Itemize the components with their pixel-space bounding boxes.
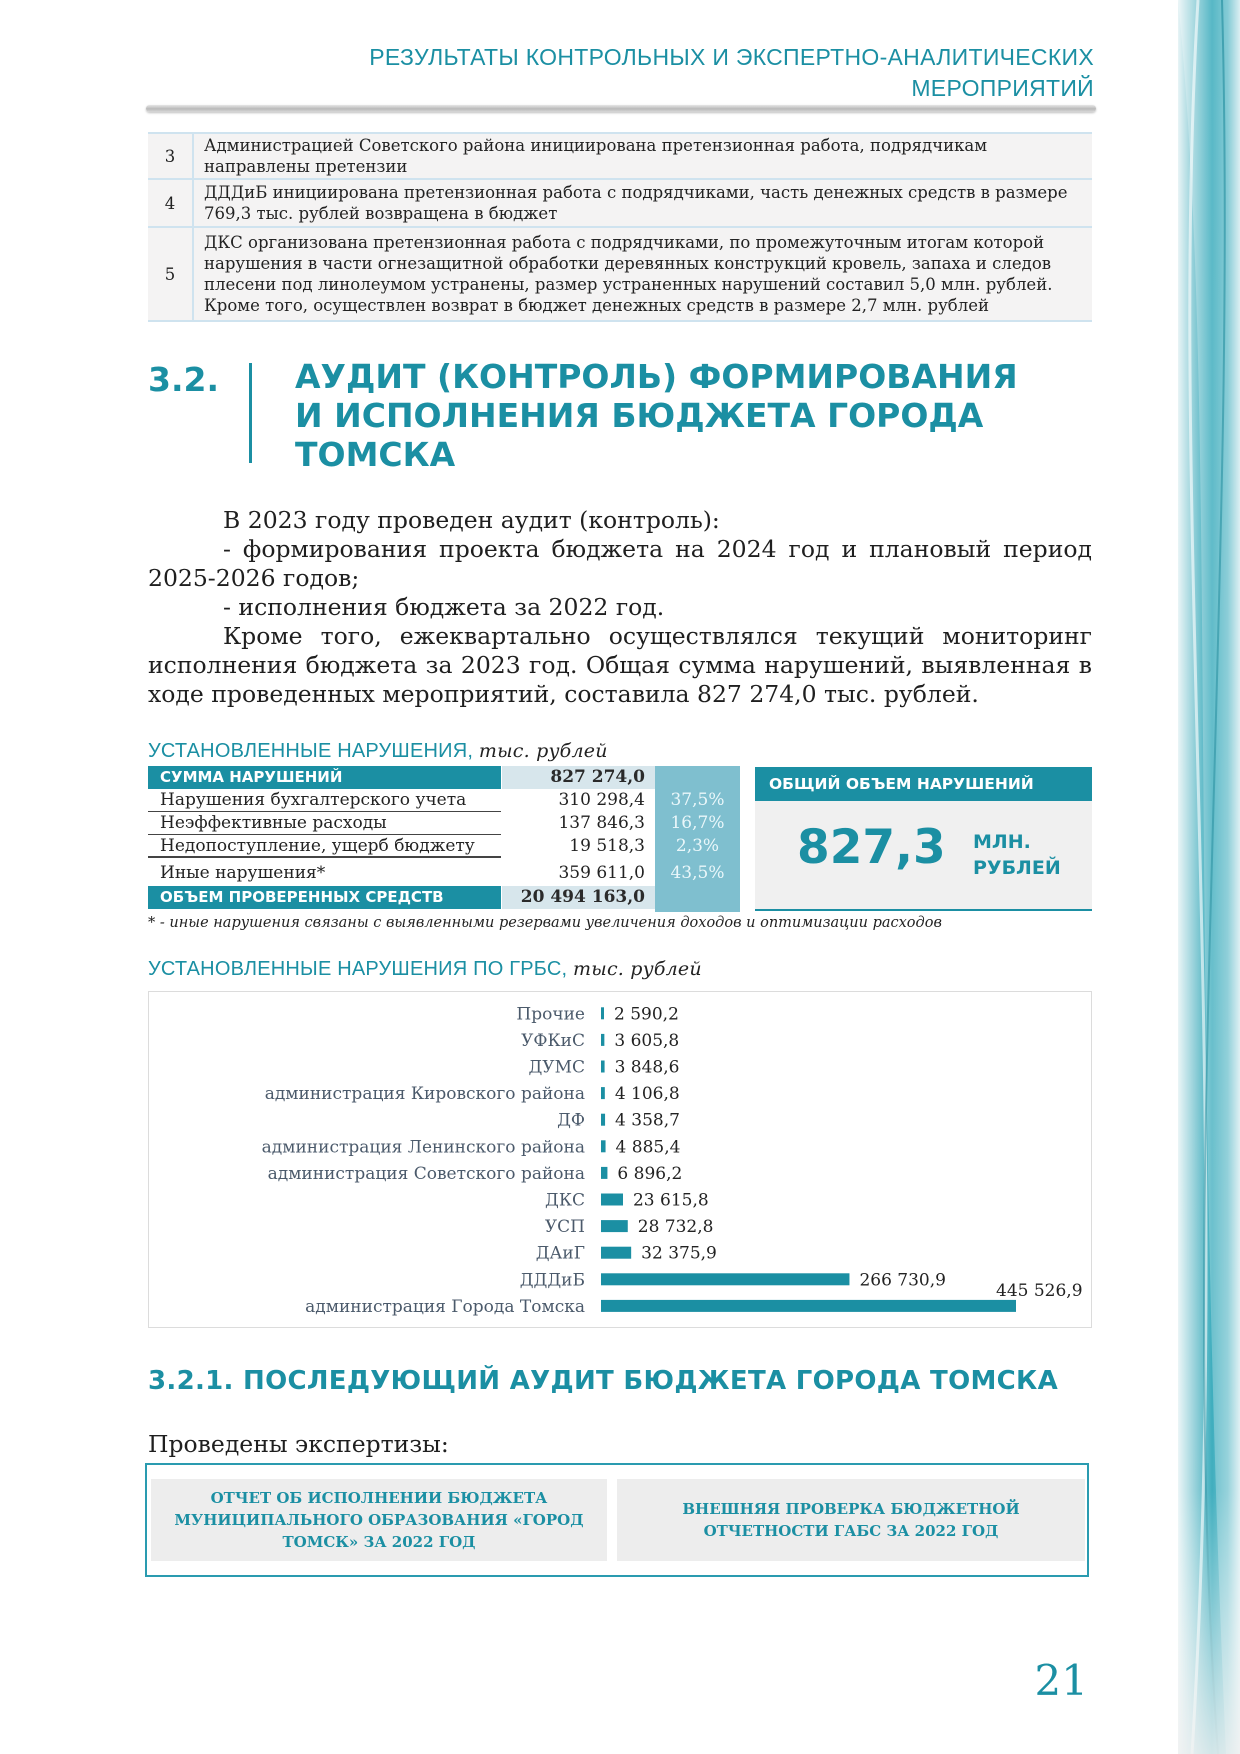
section-title: АУДИТ (КОНТРОЛЬ) ФОРМИРОВАНИЯ И ИСПОЛНЕНИЯ БЮДЖЕТА ГОРОДА ТОМСКА <box>295 357 1018 474</box>
value-label: 3 848,6 <box>614 1057 680 1078</box>
value-label: 4 358,7 <box>615 1110 680 1131</box>
category-label: ДУМС <box>528 1057 585 1078</box>
subsection-title: 3.2.1. ПОСЛЕДУЮЩИЙ АУДИТ БЮДЖЕТА ГОРОДА ТОМСКА <box>148 1366 1058 1396</box>
row-text: Администрацией Советского района инициирована претензионная работа, подрядчикам направлены претензии <box>193 133 1092 179</box>
section-divider <box>249 363 252 463</box>
bar <box>601 1300 1016 1312</box>
violation-percent: 43,5% <box>670 863 725 883</box>
bar <box>601 1194 623 1206</box>
bar <box>601 1061 605 1073</box>
expertise-intro: Проведены экспертизы: <box>148 1430 449 1458</box>
value-label: 4 106,8 <box>614 1084 680 1105</box>
checked-funds-value: 20 494 163,0 <box>502 886 655 909</box>
table-row <box>148 812 740 835</box>
value-label: 6 896,2 <box>617 1163 683 1184</box>
total-box-unit-line: РУБЛЕЙ <box>973 857 1061 879</box>
value-label: 32 375,9 <box>641 1243 717 1264</box>
page-number: 21 <box>1034 1656 1088 1705</box>
category-label: УСП <box>544 1217 585 1238</box>
row-text: ДДДиБ инициирована претензионная работа с подрядчиками, часть денежных средств в размере 769,3 тыс. рублей возвращена в бюджет <box>193 179 1092 227</box>
total-violations-box <box>755 767 1092 911</box>
violation-value: 310 298,4 <box>558 790 645 810</box>
value-label: 2 590,2 <box>614 1004 679 1025</box>
expertise-card: ВНЕШНЯЯ ПРОВЕРКА БЮДЖЕТНОЙ ОТЧЕТНОСТИ ГАБС ЗА 2022 ГОД <box>617 1479 1085 1561</box>
bar <box>601 1034 604 1046</box>
table-row <box>148 227 1092 321</box>
total-box-unit <box>973 829 1083 881</box>
category-label: ДДДиБ <box>519 1270 585 1291</box>
table-row <box>148 789 740 812</box>
intro-paragraph: В 2023 году проведен аудит (контроль): <box>223 506 720 534</box>
violation-label: Иные нарушения* <box>160 863 326 883</box>
value-label: 445 526,9 <box>996 1280 1083 1301</box>
checked-funds-label: ОБЪЕМ ПРОВЕРЕННЫХ СРЕДСТВ <box>148 886 501 909</box>
bar <box>601 1140 606 1152</box>
bar <box>601 1247 631 1259</box>
violation-value: 137 846,3 <box>558 813 645 833</box>
intro-paragraph: - формирования проекта бюджета на 2024 год и плановый период 2025-2026 годов; <box>148 535 1092 592</box>
violations-caption <box>148 740 608 763</box>
category-label: администрация Города Томска <box>305 1296 585 1317</box>
row-number: 4 <box>148 179 193 227</box>
total-box-value: 827,3 <box>797 820 946 875</box>
value-label: 3 605,8 <box>614 1030 680 1051</box>
value-label: 23 615,8 <box>632 1190 709 1211</box>
bar <box>601 1220 628 1232</box>
total-row <box>148 766 740 789</box>
section-number: 3.2. <box>148 360 219 399</box>
value-label: 266 730,9 <box>859 1270 946 1291</box>
total-box-heading: ОБЩИЙ ОБЪЕМ НАРУШЕНИЙ <box>755 767 1092 801</box>
violations-caption-unit: тыс. рублей <box>478 740 608 762</box>
value-label: 28 732,8 <box>637 1217 714 1238</box>
grbs-caption-text: УСТАНОВЛЕННЫЕ НАРУШЕНИЯ ПО ГРБС, <box>148 958 568 980</box>
value-label: 4 885,4 <box>615 1137 681 1158</box>
category-label: Прочие <box>516 1004 585 1025</box>
bar <box>601 1114 605 1126</box>
intro-paragraph: - исполнения бюджета за 2022 год. <box>223 593 665 621</box>
expertise-card: ОТЧЕТ ОБ ИСПОЛНЕНИИ БЮДЖЕТА МУНИЦИПАЛЬНОГО ОБРАЗОВАНИЯ «ГОРОД ТОМСК» ЗА 2022 ГОД <box>151 1479 607 1561</box>
running-header-line-2: МЕРОПРИЯТИЙ <box>911 75 1094 101</box>
grbs-chart-svg <box>149 992 1090 1326</box>
grbs-caption <box>148 958 702 981</box>
violation-percent: 37,5% <box>670 790 725 810</box>
bar <box>601 1167 607 1179</box>
violation-label: Нарушения бухгалтерского учета <box>148 789 501 812</box>
checked-funds-row <box>148 886 740 909</box>
category-label: ДФ <box>557 1110 585 1131</box>
category-label: администрация Советского района <box>267 1163 585 1184</box>
violation-percent: 16,7% <box>670 813 725 833</box>
row-number: 3 <box>148 133 193 179</box>
violation-label: Неэффективные расходы <box>148 812 501 835</box>
total-label: СУММА НАРУШЕНИЙ <box>148 766 501 789</box>
expertise-box <box>145 1463 1089 1577</box>
violations-footnote: * - иные нарушения связаны с выявленными резервами увеличения доходов и оптимизации расходов <box>148 915 942 931</box>
violation-percent: 2,3% <box>675 836 720 856</box>
violation-value: 19 518,3 <box>569 836 645 856</box>
running-header-line-1: РЕЗУЛЬТАТЫ КОНТРОЛЬНЫХ И ЭКСПЕРТНО-АНАЛИТИЧЕСКИХ <box>369 44 1094 70</box>
violations-table <box>148 766 740 912</box>
decorative-ribbon <box>1178 0 1240 1754</box>
category-label: администрация Ленинского района <box>261 1137 585 1158</box>
total-box-unit-line: МЛН. <box>973 831 1031 853</box>
table-row <box>148 835 740 858</box>
bar <box>601 1273 849 1285</box>
row-number: 5 <box>148 227 193 321</box>
category-label: администрация Кировского района <box>264 1084 585 1105</box>
table-row <box>148 862 740 885</box>
grbs-caption-unit: тыс. рублей <box>573 958 702 980</box>
bar <box>601 1007 604 1019</box>
category-label: ДКС <box>545 1190 585 1211</box>
measures-table <box>148 132 1092 322</box>
running-header <box>148 42 1094 104</box>
table-row <box>148 133 1092 179</box>
total-value: 827 274,0 <box>502 766 655 789</box>
bar <box>601 1087 605 1099</box>
header-rule <box>146 105 1096 112</box>
table-row <box>148 179 1092 227</box>
category-label: УФКиС <box>521 1030 585 1051</box>
violation-value: 359 611,0 <box>558 863 645 883</box>
intro-paragraph: Кроме того, ежеквартально осуществлялся текущий мониторинг исполнения бюджета за 2023 год. Общая сумма нарушений, выявленная в ходе проведенных мероприятий, составила 827 274,0 тыс. рублей. <box>148 622 1092 708</box>
category-label: ДАиГ <box>535 1243 585 1264</box>
grbs-bar-chart <box>148 991 1092 1328</box>
violations-caption-text: УСТАНОВЛЕННЫЕ НАРУШЕНИЯ, <box>148 740 474 762</box>
violation-label: Недопоступление, ущерб бюджету <box>148 835 501 858</box>
row-text: ДКС организована претензионная работа с подрядчиками, по промежуточным итогам которой нарушения в части огнезащитной обработки деревянных конструкций кровель, запаха и следов плесени под линолеумом устранены, размер устраненных нарушений составил 5,0 млн. рублей. Кроме того, осуществлен возврат в бюджет денежных средств в размере 2,7 млн. рублей <box>193 227 1092 321</box>
intro-text <box>148 506 1092 709</box>
